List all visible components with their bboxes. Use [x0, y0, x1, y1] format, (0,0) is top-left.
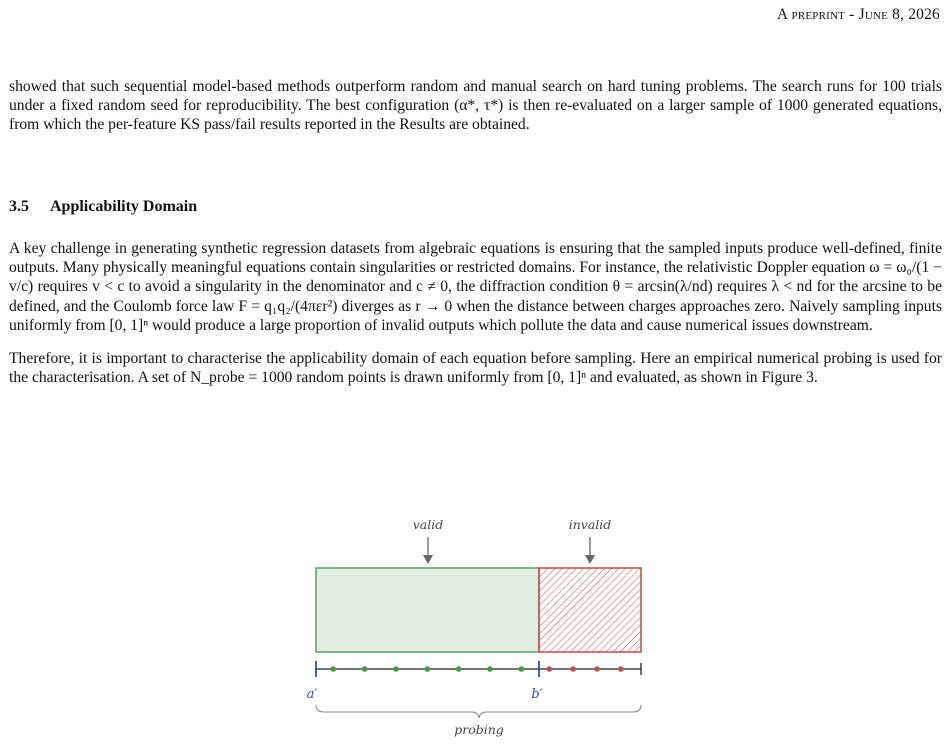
valid-label: valid: [412, 517, 444, 532]
valid-probe-point: [330, 666, 336, 672]
figure-svg: [300, 512, 660, 744]
valid-probe-point: [487, 666, 493, 672]
a-prime-label: a′: [306, 687, 318, 702]
probing-label: probing: [454, 722, 504, 737]
paragraph-probing: Therefore, it is important to characterise the applicability domain of each equation before sampling. Here an empirical numerical probing is used for the characterisation. A set of N_probe = 1000 random points is drawn uniformly from [0, 1]ⁿ and evaluated, as shown in Figure 3.: [9, 350, 942, 387]
section-heading: [9, 198, 197, 216]
valid-probe-point: [393, 666, 399, 672]
section-number: 3.5: [9, 198, 29, 215]
valid-probe-point: [456, 666, 462, 672]
section-title: Applicability Domain: [50, 198, 198, 215]
probing-brace: [316, 705, 641, 718]
valid-probe-point: [425, 666, 431, 672]
invalid-region: [539, 568, 641, 652]
b-prime-label: b′: [531, 687, 543, 702]
invalid-label: invalid: [568, 517, 612, 532]
invalid-arrow-head: [585, 555, 595, 564]
invalid-probe-point: [618, 666, 624, 672]
running-header: A preprint - June 8, 2026: [776, 6, 940, 23]
paragraph-tuning: showed that such sequential model-based methods outperform random and manual search on hard tuning problems. The search runs for 100 trials under a fixed random seed for reproducibility. The best configuration (α*, τ*) is then re-evaluated on a larger sample of 1000 generated equations, from which the per-feature KS pass/fail results reported in the Results are obtained.: [9, 78, 942, 134]
invalid-probe-point: [594, 666, 600, 672]
valid-probe-point: [362, 666, 368, 672]
invalid-probe-point: [570, 666, 576, 672]
figure-applicability-domain: [300, 512, 660, 744]
valid-arrow-head: [423, 555, 433, 564]
valid-region: [316, 568, 539, 652]
paragraph-challenge: A key challenge in generating synthetic regression datasets from algebraic equations is ensuring that the sampled inputs produce well-defined, finite outputs. Many physically meaningful equations contain singularities or restricted domains. For instance, the relativistic Doppler equation ω = ω₀/(1 − v/c) requires v < c to avoid a singularity in the denominator and c ≠ 0, the diffraction condition θ = arcsin(λ/nd) requires λ < nd for the arcsine to be defined, and the Coulomb force law F = q₁q₂/(4πεr²) diverges as r → 0 when the distance between charges approaches zero. Naively sampling inputs uniformly from [0, 1]ⁿ would produce a large proportion of invalid outputs which pollute the data and cause numerical issues downstream.: [9, 240, 942, 334]
invalid-probe-point: [547, 666, 553, 672]
valid-probe-point: [519, 666, 525, 672]
